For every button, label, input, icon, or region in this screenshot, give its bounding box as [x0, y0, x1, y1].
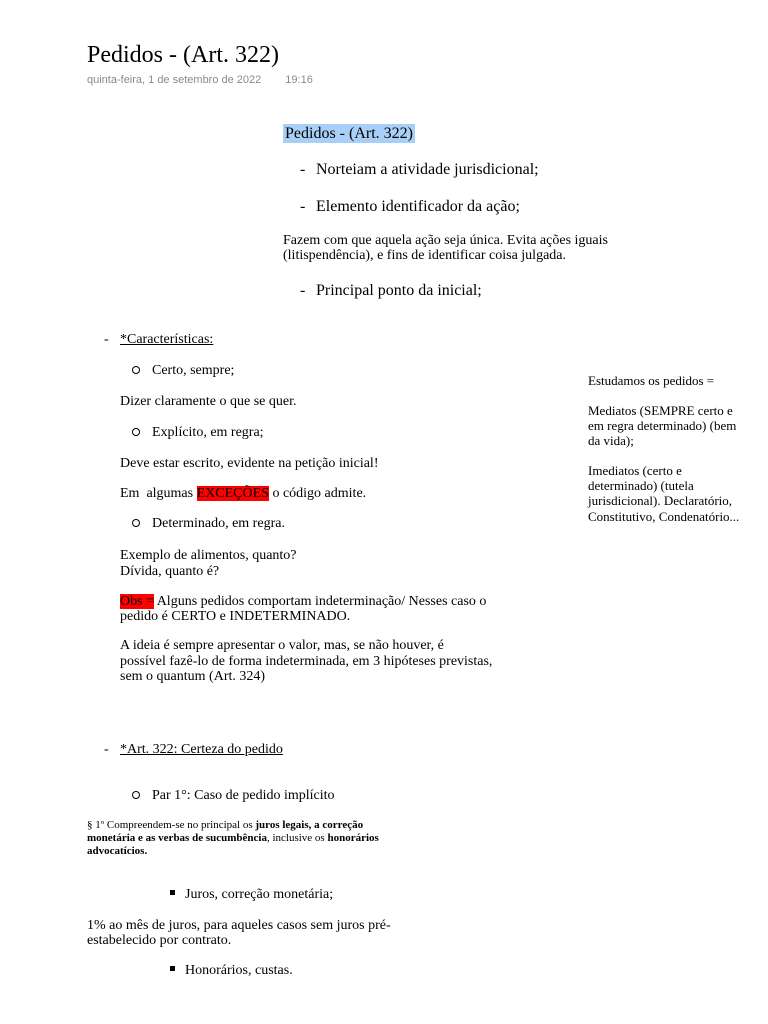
square-bullet-icon: [170, 890, 175, 895]
circle-bullet-icon: [132, 366, 140, 374]
law-text-line: [87, 832, 379, 844]
list-item-label: Honorários, custas.: [185, 963, 293, 978]
example-line: Dívida, quanto é?: [120, 564, 220, 579]
paragraph-line: (litispendência), e fins de identificar coisa julgada.: [283, 248, 567, 263]
square-bullet-icon: [170, 966, 175, 971]
idea-line: A ideia é sempre apresentar o valor, mas, se não houver, é: [120, 638, 444, 653]
bullet-elemento: - Elemento identificador da ação;: [316, 198, 520, 216]
text-run: o código admite.: [268, 486, 367, 501]
section-heading-caracteristicas: - *Características:: [120, 332, 213, 348]
idea-line: sem o quantum (Art. 324): [120, 669, 266, 684]
side-note-line: Constitutivo, Condenatório...: [588, 509, 740, 524]
list-item-label: Explícito, em regra;: [152, 425, 264, 440]
note-explicito: Deve estar escrito, evidente na petição inicial!: [120, 456, 379, 471]
obs-line: [120, 594, 486, 610]
section-heading-certeza: - *Art. 322: Certeza do pedido: [120, 742, 283, 758]
obs-line: pedido é CERTO e INDETERMINADO.: [120, 609, 351, 624]
law-text-line: [87, 819, 363, 831]
circle-bullet-icon: [132, 428, 140, 436]
text-run: Em algumas: [120, 486, 197, 501]
list-item-determinado: [132, 516, 285, 532]
note-excecoes: [120, 486, 366, 502]
bullet-principal: - Principal ponto da inicial;: [316, 282, 482, 300]
bullet-norteiam: - Norteiam a atividade jurisdicional;: [316, 161, 539, 179]
side-note-line: jurisdicional). Declaratório,: [588, 493, 733, 508]
list-item-label: Certo, sempre;: [152, 363, 235, 378]
highlight-obs: Obs =: [120, 594, 154, 609]
page-time: 19:16: [285, 74, 313, 86]
list-item-certo: [132, 363, 234, 379]
side-note-line: da vida);: [588, 433, 634, 448]
example-line: Exemplo de alimentos, quanto?: [120, 548, 297, 563]
page-title: Pedidos - (Art. 322): [87, 42, 279, 68]
side-note-line: em regra determinado) (bem: [588, 418, 737, 433]
highlight-excecoes: EXCEÇÕES: [196, 486, 269, 501]
list-item-par1: [132, 788, 335, 804]
sub-item-honorarios: [170, 963, 293, 979]
text-run: Alguns pedidos comportam indeterminação/ Nesses caso o: [153, 594, 487, 609]
list-item-label: Par 1°: Caso de pedido implícito: [152, 788, 335, 803]
text-run: , inclusive os: [266, 832, 328, 844]
list-item-explicito: [132, 425, 264, 441]
list-item-label: Determinado, em regra.: [152, 516, 285, 531]
page-timestamp: [87, 74, 313, 86]
side-note-line: Mediatos (SEMPRE certo e: [588, 403, 733, 418]
highlighted-heading: Pedidos - (Art. 322): [285, 125, 413, 142]
note-certo: Dizer claramente o que se quer.: [120, 394, 297, 409]
section-heading-pedidos: [283, 125, 415, 143]
text-run-bold: monetária e as verbas de sucumbência: [87, 832, 267, 844]
sub-item-juros: [170, 887, 333, 903]
juros-line: 1% ao mês de juros, para aqueles casos sem juros pré-: [87, 918, 391, 933]
paragraph-line: Fazem com que aquela ação seja única. Evita ações iguais: [283, 233, 608, 248]
text-run-bold: juros legais, a correção: [255, 819, 364, 831]
circle-bullet-icon: [132, 791, 140, 799]
side-note-line: determinado) (tutela: [588, 478, 694, 493]
side-note-line: Estudamos os pedidos =: [588, 373, 715, 388]
circle-bullet-icon: [132, 519, 140, 527]
law-text-line: [87, 845, 147, 857]
side-note-line: Imediatos (certo e: [588, 463, 682, 478]
text-run-bold: advocatícios.: [87, 845, 148, 857]
page-date: quinta-feira, 1 de setembro de 2022: [87, 74, 262, 86]
juros-line: estabelecido por contrato.: [87, 933, 232, 948]
list-item-label: Juros, correção monetária;: [185, 887, 334, 902]
idea-line: possível fazê-lo de forma indeterminada, em 3 hipóteses previstas,: [120, 654, 493, 669]
text-run: § 1º Compreendem-se no principal os: [87, 819, 256, 831]
text-run-bold: honorários: [327, 832, 379, 844]
